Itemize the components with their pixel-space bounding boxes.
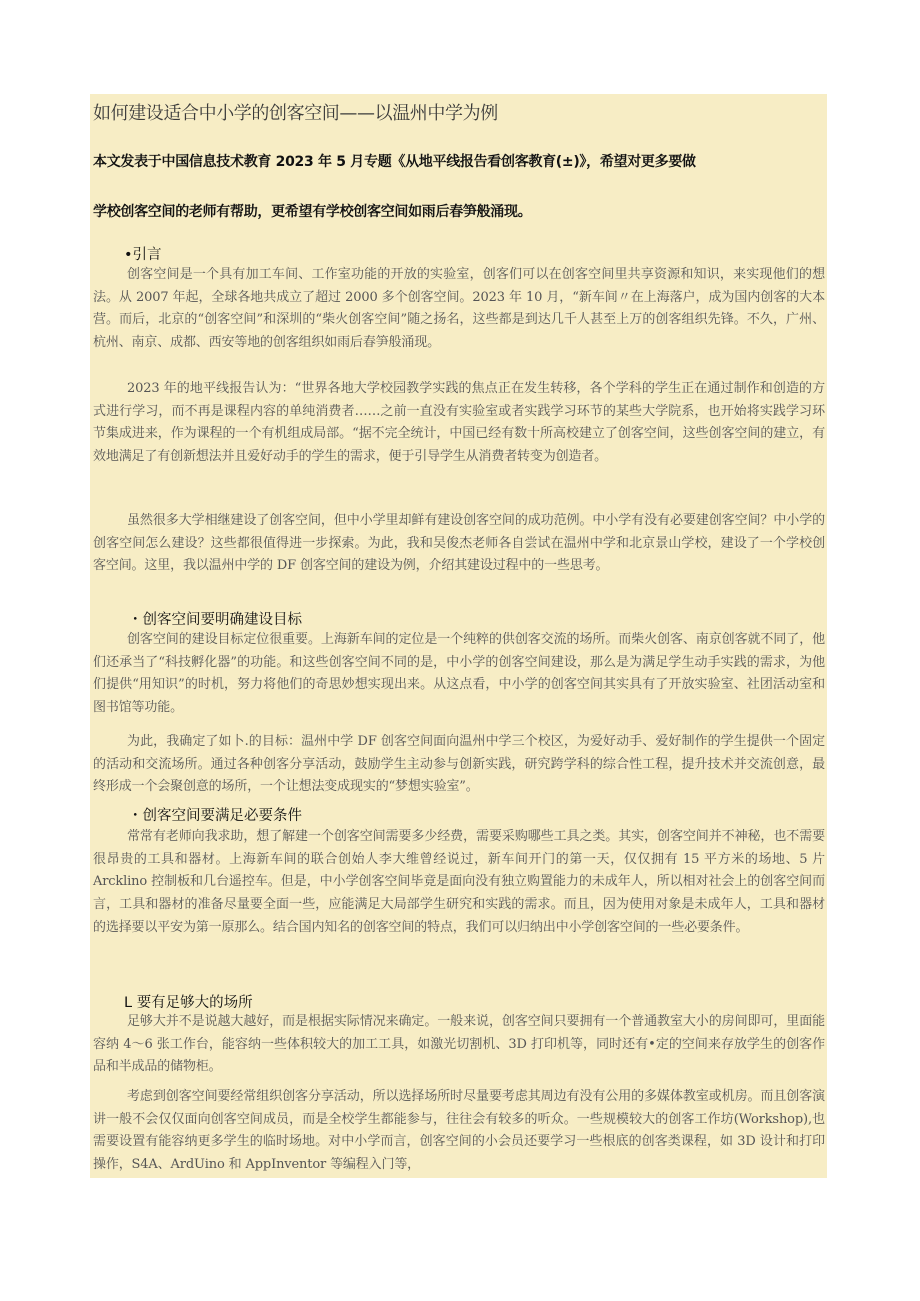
paragraph-1: 创客空间是一个具有加工车间、工作室功能的开放的实验室，创客们可以在创客空间里共享资源和知识，来实现他们的想法。从 2007 年起，全球各地共成立了超过 2000 多个创客空间。2023 年 10 月，“新车间〃在上海落户，成为国内创客的大本营。而后，北京的“创客空间”和深圳的“柴火创客空间”随之扬名，这些都是到达几千人甚至上万的创客组织先锋。不久，广州、杭州、南京、成都、西安等地的创客组织如雨后春笋般涌现。 bbox=[93, 267, 825, 351]
paragraph-5: 为此，我确定了如卜.的目标：温州中学 DF 创客空间面向温州中学三个校区，为爱好动手、爱好制作的学生提供一个固定的活动和交流场所。通过各种创客分享活动，鼓励学生主动参与创新实践，研究跨学科的综合性工程，提升技术并交流创意，最终形成一个会聚创意的场所，一个让想法变成现实的“梦想实验室”。 bbox=[93, 734, 825, 795]
document-page bbox=[90, 94, 827, 1178]
page-title: 如何建设适合中小学的创客空间——以温州中学为例 bbox=[93, 103, 498, 124]
paragraph-4: 创客空间的建设目标定位很重要。上海新车间的定位是一个纯粹的供创客交流的场所。而柴火创客、南京创客就不同了，他们还承当了“科技孵化器”的功能。和这些创客空间不同的是，中小学的创客空间建设，那么是为满足学生动手实践的需求，为他们提供“用知识”的时机，努力将他们的奇思妙想实现出来。从这点看，中小学的创客空间其实具有了开放实验室、社团活动室和图书馆等功能。 bbox=[93, 632, 825, 716]
paragraph-8: 考虑到创客空间要经常组织创客分享活动，所以选择场所时尽量要考虑其周边有没有公用的多媒体教室或机房。而且创客演讲一般不会仅仅面向创客空间成员，而是全校学生都能参与，往往会有较多的听众。一些规模较大的创客工作坊(Workshop),也需要设置有能容纳更多学生的临时场地。对中小学而言，创客空间的小会员还要学习一些根底的创客类课程，如 3D 设计和打印操作，S4A、ArdUino 和 AppInventor 等编程入门等， bbox=[93, 1089, 825, 1173]
section-heading-conditions: ・创客空间要满足必要条件 bbox=[128, 808, 302, 824]
subsection-heading-space: L 要有足够大的场所 bbox=[124, 995, 253, 1011]
section-heading-goal: ・创客空间要明确建设目标 bbox=[128, 612, 302, 628]
intro-line-1: 本文发表于中国信息技术教育 2023 年 5 月专题《从地平线报告看创客教育(±)》，希望对更多要做 bbox=[93, 154, 696, 170]
paragraph-7: 足够大并不是说越大越好，而是根据实际情况来确定。一般来说，创客空间只要拥有一个普通教室大小的房间即可，里面能容纳 4〜6 张工作台，能容纳一些体积较大的加工工具，如激光切割机、3D 打印机等，同时还有•定的空间来存放学生的创客作品和半成品的储物柜。 bbox=[93, 1014, 825, 1075]
section-heading-intro: •引言 bbox=[124, 247, 162, 263]
intro-line-2: 学校创客空间的老师有帮助，更希望有学校创客空间如雨后春笋般涌现。 bbox=[93, 204, 532, 220]
paragraph-6: 常常有老师向我求助，想了解建一个创客空间需要多少经费，需要采购哪些工具之类。其实，创客空间并不神秘，也不需要很昂贵的工具和器材。上海新车间的联合创始人李大维曾经说过，新车间开门的第一天，仅仅拥有 15 平方米的场地、5 片 Arcklino 控制板和几台遥控车。但是，中小学创客空间毕竟是面向没有独立购置能力的未成年人，所以相对社会上的创客空间而言，工具和器材的准备尽量要全面一些，应能满足大局部学生研究和实践的需求。而且，因为使用对象是未成年人，工具和器材的选择要以平安为第一原那么。结合国内知名的创客空间的特点，我们可以归纳出中小学创客空间的一些必要条件。 bbox=[93, 829, 825, 935]
paragraph-3: 虽然很多大学相继建设了创客空间，但中小学里却鲜有建设创客空间的成功范例。中小学有没有必要建创客空间？中小学的创客空间怎么建设？这些都很值得进一步探索。为此，我和吴俊杰老师各自尝试在温州中学和北京景山学校，建设了一个学校创客空间。这里，我以温州中学的 DF 创客空间的建设为例，介绍其建设过程中的一些思考。 bbox=[93, 513, 825, 574]
paragraph-2: 2023 年的地平线报告认为：“世界各地大学校园教学实践的焦点正在发生转移，各个学科的学生正在通过制作和创造的方式进行学习，而不再是课程内容的单纯消费者……之前一直没有实验室或者实践学习环节的某些大学院系，也开始将实践学习环节集成进来，作为课程的一个有机组成局部。“据不完全统计，中国已经有数十所高校建立了创客空间，这些创客空间的建立，有效地满足了有创新想法并且爱好动手的学生的需求，便于引导学生从消费者转变为创造者。 bbox=[93, 381, 825, 465]
